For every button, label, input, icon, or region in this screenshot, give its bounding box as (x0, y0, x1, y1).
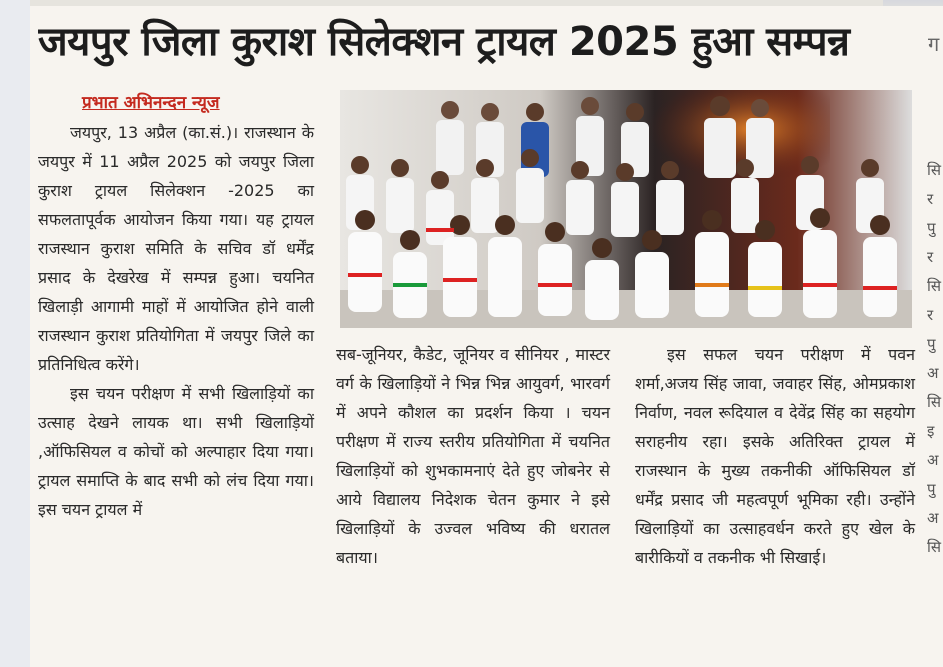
newspaper-clipping (30, 6, 943, 667)
article-column-2: सब-जूनियर, कैडेट, जूनियर व सीनियर , मास्टर वर्ग के खिलाड़ियों ने भिन्न भिन्न आयुवर्ग, भारवर्ग में अपने कौशल का प्रदर्शन किया । चयन परीक्षण में राज्य स्तरीय प्रतियोगिता में चयनित खिलाड़ियों को शुभकामनाएं देते हुए जोबनेर से आये विद्यालय निदेशक चेतन कुमार ने इसे खिलाड़ियों के उज्वल भविष्य की धरातल बताया। (336, 345, 610, 567)
article-byline: प्रभात अभिनन्दन न्यूज (82, 93, 220, 113)
left-margin (0, 0, 30, 667)
article-headline: जयपुर जिला कुराश सिलेक्शन ट्रायल 2025 हुआ सम्पन्न (38, 19, 850, 65)
cropped-edge-mark: ग (928, 32, 940, 56)
article-column-1 (38, 118, 314, 524)
paragraph-1: जयपुर, 13 अप्रैल (का.सं.)। राजस्थान के जयपुर में 11 अप्रैल 2025 को जयपुर जिला कुराश ट्रायल सिलेक्शन -2025 का सफलतापूर्वक आयोजन किया गया। यह ट्रायल राजस्थान कुराश समिति के सचिव डॉ धर्मेंद्र प्रसाद के देखरेख में सम्पन्न हुआ। चयनित खिलाड़ी आगामी माहों में आयोजित होने वाली राजस्थान कुराश प्रतियोगिता में जयपुर जिले का प्रतिनिधित्व करेंगे। (38, 123, 314, 374)
group-photo-image (340, 90, 912, 328)
article-column-3: इस सफल चयन परीक्षण में पवन शर्मा,अजय सिंह जावा, जवाहर सिंह, ओमप्रकाश निर्वाण, नवल रूदियाल व देवेंद्र सिंह का सहयोग सराहनीय रहा। इसके अतिरिक्त ट्रायल में राजस्थान के मुख्य तकनीकी ऑफिसियल डॉ धर्मेंद्र प्रसाद जी महत्वपूर्ण भूमिका रही। उन्होंने खिलाड़ियों का उत्साहवर्धन करते हुए खेल के बारीकियों व तकनीक भी सिखाई। (635, 345, 915, 567)
adjacent-article-fragment: सि र पु र सि र पु अ सि इ अ पु अ सि (927, 161, 942, 556)
group-photo (340, 90, 912, 328)
paragraph-2: इस चयन परीक्षण में सभी खिलाड़ियों का उत्साह देखने लायक था। सभी खिलाड़ियों ,ऑफिसियल व कोचों को अल्पाहार दिया गया। ट्रायल समाप्ति के बाद सभी को लंच दिया गया। इस चयन ट्रायल में (38, 384, 314, 519)
